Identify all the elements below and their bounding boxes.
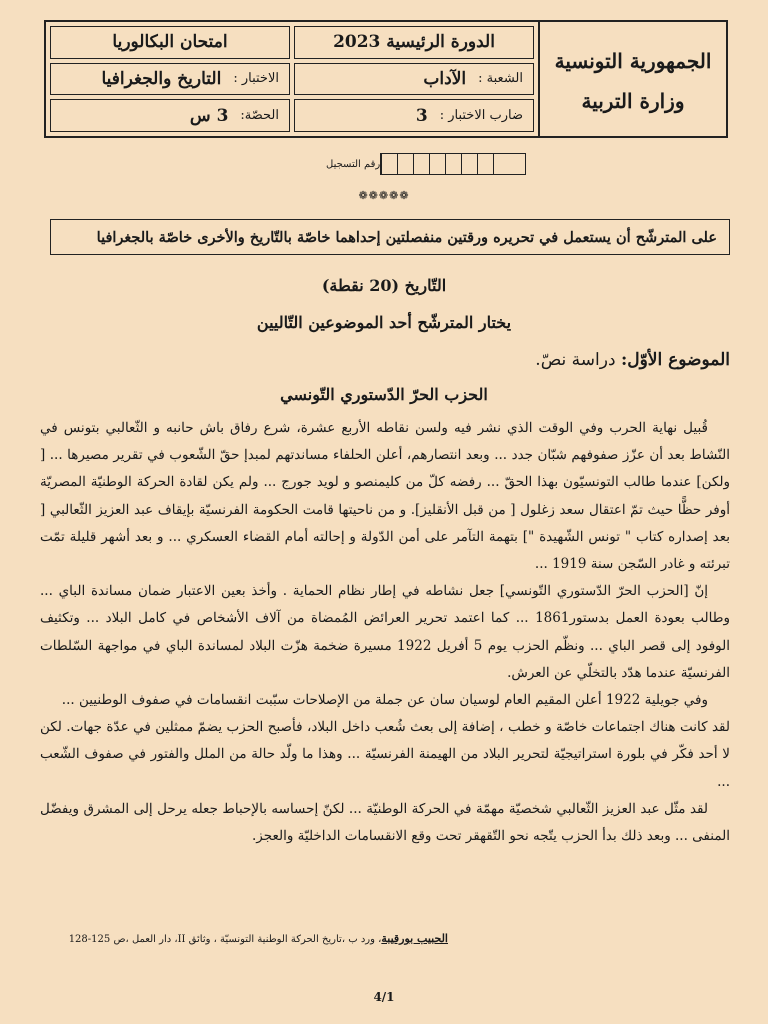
coef-label: ضارب الاختبار : bbox=[439, 108, 523, 124]
paragraph: لقد كانت هناك اجتماعات خاصّة و خطب ، إضافة إلى بعث شُعب داخل البلاد، فأصبح الحزب يضمّ ممثلين في عدّة جهات. لكن لا أحد فكّر في بلورة استراتيجيّة لتحرير البلاد من الهيمنة الفرنسيّة ... وهذا ما ولّد حالة من الملل والفتور في صفوف الشّعب ... bbox=[40, 719, 730, 790]
exam-title-box bbox=[50, 26, 290, 59]
registration-number bbox=[318, 153, 526, 175]
topic-value: دراسة نصّ. bbox=[535, 350, 616, 370]
session: الدورة الرئيسية 2023 bbox=[333, 32, 495, 53]
duration-label: الحصّة: bbox=[240, 108, 279, 124]
paragraph: إنّ [الحزب الحرّ الدّستوري التّونسي] جعل نشاطه في إطار نظام الحماية . وأخذ بعين الاعتبار ضمان مساندة الباي ... وطالب بعودة العمل بدستور1861 ... كما اعتمد تحرير العرائض المُمضاة من آلاف الأشخاص في كامل البلاد ... وتكثيف الوفود إلى قصر الباي ... ونظّم الحزب يوم 5 أفريل 1922 مسيرة ضخمة هزّت البلاد لمساندة الباي في مواجهة السّلطات الفرنسيّة عندما هدّد بالتخلّي عن العرش. bbox=[40, 583, 730, 681]
ministry-name: وزارة التربية bbox=[581, 89, 685, 113]
paragraph: لقد مثّل عبد العزيز الثّعالبي شخصيّة مهمّة في الحركة الوطنيّة ... لكنّ إحساسه بالإحباط جعله يرحل إلى المشرق ويفضّل المنفى ... وبعد ذلك بدأ الحزب يتّجه نحو التّقهقر تحت وقع الانقسامات الداخليّة والعجز. bbox=[40, 800, 730, 845]
coef-value: 3 bbox=[415, 105, 428, 126]
exam-title: امتحان البكالوريا bbox=[112, 32, 228, 53]
source-details: ، ورد ب ،تاريخ الحركة الوطنية التونسيّة ، وثائق II، دار العمل ،ص 125-128 bbox=[68, 934, 382, 945]
page-number: 4/1 bbox=[373, 990, 395, 1004]
document-text bbox=[40, 415, 730, 850]
duration-box bbox=[50, 99, 290, 132]
paragraph: قُبيل نهاية الحرب وفي الوقت الذي نشر فيه ولسن نقاطه الأربع عشرة، شرع رفاق باش حانبه و الثّعالبي بتونس في النّشاط بعد أن عزّز صفوفهم شبّان جدد ... وبعد انتصارهم، أعلن الحلفاء مساندتهم لمبدإ حقّ الشّعوب في تقرير مصيرها ... [ ولكن] عندما طالب التونسيّون بهذا الحقّ ... رفضه كلّ من كليمنصو و لويد جورج ... ولم يكن لقادة الحركة الوطنيّة المصريّة أوفر حظًّا حيث تمّ اعتقال سعد زغلول [ من قبل الأنقليز]. و من ناحيتها قامت الحكومة الفرنسيّة بإيقاف عبد العزيز الثّعالبي [ بعد إصداره كتاب " تونس الشّهيدة "] بتهمة التآمر على أمن الدّولة و إحالته أمام القضاء العسكري ... و بعد أشهر قليلة تمّت تبرئته و غادر السّجن سنة 1919 ... bbox=[40, 420, 730, 573]
ministry-block bbox=[538, 22, 726, 136]
republic-name: الجمهورية التونسية bbox=[554, 49, 712, 73]
coefficient-box bbox=[294, 99, 534, 132]
branch-box bbox=[294, 63, 534, 96]
section-subtitle: يختار المترشّح أحد الموضوعين التّاليين bbox=[256, 313, 512, 332]
test-label: الاختبار : bbox=[233, 71, 279, 87]
registration-boxes[interactable] bbox=[380, 153, 526, 175]
test-value: التاريخ والجغرافيا bbox=[101, 68, 222, 89]
instruction-box: على المترشّح أن يستعمل في تحريره ورقتين منفصلتين إحداهما خاصّة بالتّاريخ والأخرى خاصّة بالجغرافيا bbox=[50, 219, 730, 255]
topic-heading bbox=[535, 350, 730, 370]
branch-label: الشعبة : bbox=[478, 71, 523, 87]
section-title: التّاريخ (20 نقطة) bbox=[321, 276, 447, 295]
paragraph: وفي جويلية 1922 أعلن المقيم العام لوسيان سان عن جملة من الإصلاحات سبّبت انقسامات في صفوف الوطنيين ... bbox=[61, 692, 708, 709]
exam-info-grid bbox=[46, 22, 538, 136]
branch-value: الآداب bbox=[423, 68, 467, 89]
exam-header bbox=[44, 20, 728, 138]
session-box bbox=[294, 26, 534, 59]
text-title: الحزب الحرّ الدّستوري التّونسي bbox=[280, 385, 488, 404]
source-author: الحبيب بورقيبة bbox=[381, 932, 448, 945]
test-box bbox=[50, 63, 290, 96]
decorative-ornament: ❁❁❁❁❁ bbox=[358, 189, 410, 202]
topic-label: الموضوع الأوّل: bbox=[620, 350, 730, 370]
source-citation bbox=[69, 932, 448, 945]
registration-label: رقم التسجيل bbox=[326, 158, 381, 170]
duration-value: 3 س bbox=[189, 105, 229, 126]
